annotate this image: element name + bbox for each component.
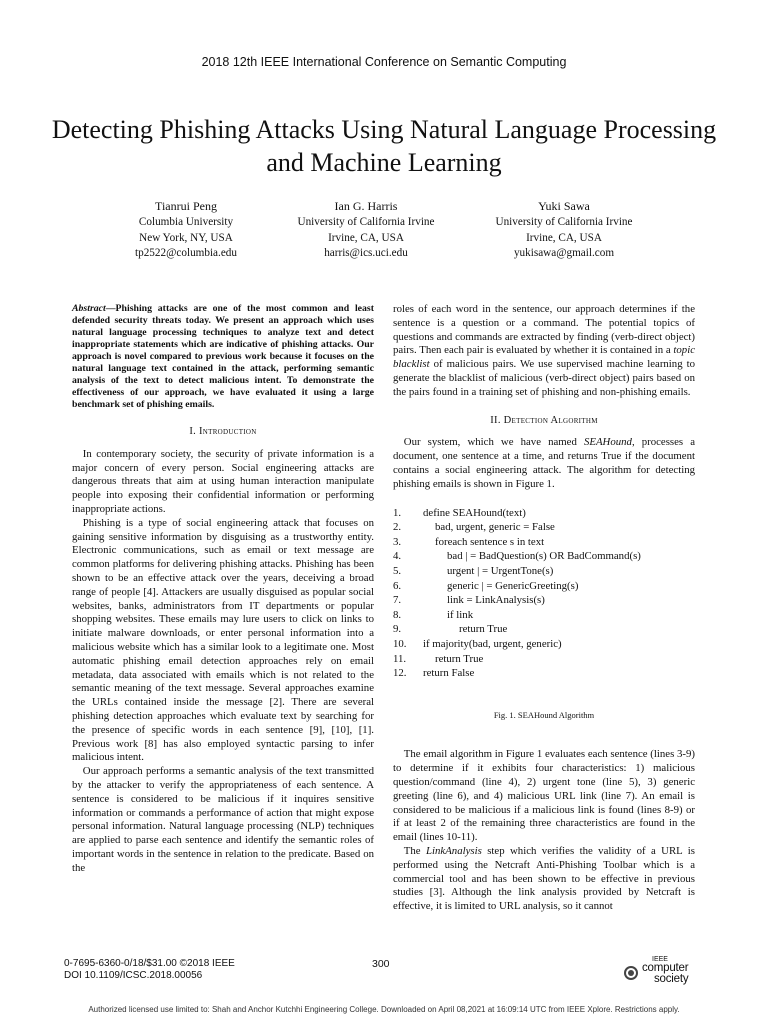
abstract xyxy=(72,303,374,411)
right-column xyxy=(393,303,695,914)
text-run: roles of each word in the sentence, our approach determines if the sentence is a question or a command. The potential topics of questions and commands are extracted by finding (verb-direct object) pairs. Then each pair is evaluated by whether it is contained in a xyxy=(393,303,695,357)
algorithm-line xyxy=(393,564,695,579)
line-number: 6. xyxy=(393,579,402,592)
author-name: Tianrui Peng xyxy=(155,199,217,213)
algorithm-listing xyxy=(393,506,695,681)
author-affiliation: Columbia University xyxy=(138,216,234,228)
author-name: Yuki Sawa xyxy=(538,199,590,213)
line-text: if link xyxy=(447,608,474,621)
line-text: link = LinkAnalysis(s) xyxy=(447,594,545,607)
line-text: return True xyxy=(459,623,508,636)
emphasis: SEAHound xyxy=(583,436,632,449)
line-text: bad, urgent, generic = False xyxy=(435,521,555,534)
logo-ieee-text: IEEE xyxy=(652,956,668,963)
left-column xyxy=(72,303,374,876)
isbn-line: 0-7695-6360-0/18/$31.00 ©2018 IEEE xyxy=(64,958,235,969)
algorithm-line xyxy=(393,637,695,652)
logo-society-text: society xyxy=(654,973,689,985)
intro-paragraph-2: Phishing is a type of social engineering attack that focuses on gaining sensitive information by disguising as a trustworthy entity. Electronic communications, such as email or text message are common platforms for delivering phishing attacks. Phishing has been shown to be an effective attack over the years, deceiving a broad range of people [4]. Attackers are usually disguised as popular social websites, banks, administrators from IT departments or popular shopping websites. These emails may lure users to click on links to initiate malware downloads, or enter personal information into a malicious website which has a similar look to a legitimate one. Most automatic phishing email detection approaches rely on email metadata, data associated with emails which is not related to the semantic meaning of the text message. Several approaches examine the URLs contained inside the message [2]. There are several phishing detection approaches which evaluate text by searching for the presence of specific words in each sentence [9], [10], [1]. Previous work [8] has also employed syntactic parsing to infer malicious intent. xyxy=(72,516,374,764)
text-run: Our system, which we have named xyxy=(403,436,584,449)
algorithm-line xyxy=(393,608,695,623)
author-name: Ian G. Harris xyxy=(334,199,398,213)
authorization-notice: Authorized licensed use limited to: Shah and Anchor Kutchhi Engineering College. Downloaded on April 08,2021 at 16:09:14 UTC from IEEE Xplore. Restrictions apply. xyxy=(88,1005,680,1014)
line-text: return False xyxy=(423,667,475,680)
paper-title: Detecting Phishing Attacks Using Natural Language Processing and Machine Learning xyxy=(51,115,717,177)
page-number: 300 xyxy=(372,958,390,970)
line-number: 2. xyxy=(393,521,402,534)
line-text: if majority(bad, urgent, generic) xyxy=(423,637,562,650)
intro-paragraph-1: In contemporary society, the security of private information is a major concern of every person. Social engineering attacks are dangerous threats that aim at using human interaction manipulate people into exposing their confidential information or performing inappropriate actions. xyxy=(72,447,374,515)
evaluation-paragraph-2 xyxy=(393,845,695,914)
evaluation-paragraph-1: The email algorithm in Figure 1 evaluates each sentence (lines 3-9) to determine if it exhibits four characteristics: 1) malicious question/command (line 4), 2) urgent tone (line 5), 3) generic greeting (line 6), and 4) malicious URL link (line 7). An email is considered to be malicious if a malicious link is found (lines 8-9) or if at least 2 of the remaining three characteristics are found in the email (lines 10-11). xyxy=(393,748,695,844)
line-text: bad | = BadQuestion(s) OR BadCommand(s) xyxy=(447,550,641,563)
algorithm-line xyxy=(393,535,695,550)
logo-computer-text: computer xyxy=(642,962,689,974)
footer-identifiers xyxy=(64,958,235,982)
author-location: Irvine, CA, USA xyxy=(526,231,602,244)
author-email: tp2522@columbia.edu xyxy=(135,247,237,260)
line-number: 10. xyxy=(393,637,407,650)
emphasis: topic blacklist xyxy=(393,344,695,371)
line-text: urgent | = UrgentTone(s) xyxy=(447,564,554,577)
line-text: foreach sentence s in text xyxy=(435,535,545,548)
author-location: Irvine, CA, USA xyxy=(328,231,404,244)
text-run: of malicious pairs. We use supervised machine learning to generate the blacklist of malicious (verb-direct object) pairs based on the pairs found in a training set of phishing and non-phishing emails. xyxy=(393,358,695,398)
abstract-label: Abstract xyxy=(72,303,106,314)
author-affiliation: University of California Irvine xyxy=(495,216,633,228)
author-email: harris@ics.uci.edu xyxy=(324,247,408,260)
line-number: 11. xyxy=(393,652,407,665)
intro-paragraph-3: Our approach performs a semantic analysis of the text transmitted by the attacker to verify the appropriateness of each sentence. A sentence is considered to be malicious if it inquires sensitive information or commands a performance of action that might expose personal information. Natural language processing (NLP) techniques are applied to parse each sentence and identify the semantic roles of important words in the sentence in relation to the predicate. Based on the xyxy=(72,765,374,874)
line-text: return True xyxy=(435,652,484,665)
line-text: generic | = GenericGreeting(s) xyxy=(447,579,579,592)
algorithm-line xyxy=(393,622,695,637)
doi-line: DOI 10.1109/ICSC.2018.00056 xyxy=(64,970,203,981)
line-text: define SEAHound(text) xyxy=(423,506,526,519)
algorithm-line xyxy=(393,593,695,608)
emphasis: LinkAnalysis xyxy=(426,845,482,858)
section-heading-detection-algorithm: II. Detection Algorithm xyxy=(490,414,598,426)
line-number: 4. xyxy=(393,550,402,563)
algorithm-line xyxy=(393,652,695,667)
conference-header: 2018 12th IEEE International Conference on Semantic Computing xyxy=(201,55,567,69)
line-number: 7. xyxy=(393,594,402,607)
line-number: 8. xyxy=(393,608,402,621)
author-affiliation: University of California Irvine xyxy=(297,216,435,228)
author-location: New York, NY, USA xyxy=(139,231,233,244)
figure-caption: Fig. 1. SEAHound Algorithm xyxy=(493,709,595,720)
line-number: 12. xyxy=(393,667,407,680)
section-heading-introduction: I. Introduction xyxy=(189,426,257,437)
abstract-text: —Phishing attacks are one of the most common and least defended security threats today. We present an approach which uses natural language processing techniques to analyze text and detect inappropriate statements which are indicative of phishing attacks. Our approach is novel compared to previous work because it focuses on the natural language text contained in the attack, performing semantic analysis of the text to detect malicious intent. To demonstrate the effectiveness of our approach, we have evaluated it using a large benchmark set of phishing emails. xyxy=(72,303,374,410)
algorithm-line xyxy=(393,549,695,564)
line-number: 5. xyxy=(393,564,402,577)
line-number: 1. xyxy=(393,506,402,519)
detection-paragraph xyxy=(393,436,695,491)
author-email: yukisawa@gmail.com xyxy=(513,247,615,260)
text-run: , processes a document, one sentence at a time, and returns True if the document contains a social engineering attack. The algorithm for detecting phishing emails is shown in Figure 1. xyxy=(393,436,695,490)
society-logo-icon xyxy=(624,966,638,980)
author-3 xyxy=(454,198,674,262)
text-run: The xyxy=(403,845,426,858)
algorithm-line xyxy=(393,506,695,521)
author-2 xyxy=(256,198,476,262)
algorithm-line xyxy=(393,520,695,535)
line-number: 9. xyxy=(393,623,402,636)
computer-society-logo xyxy=(622,956,702,988)
algorithm-line xyxy=(393,666,695,681)
text-run: step which verifies the validity of a URL is performed using the Netcraft Anti-Phishing Toolbar which is a commercial tool and has been shown to be effective in previous studies [3]. Although the link analysis provided by Netcraft is effective, it is limited to URL analysis, so it cannot xyxy=(393,845,695,913)
line-number: 3. xyxy=(393,535,402,548)
algorithm-line xyxy=(393,579,695,594)
intro-continued-paragraph xyxy=(393,303,695,400)
